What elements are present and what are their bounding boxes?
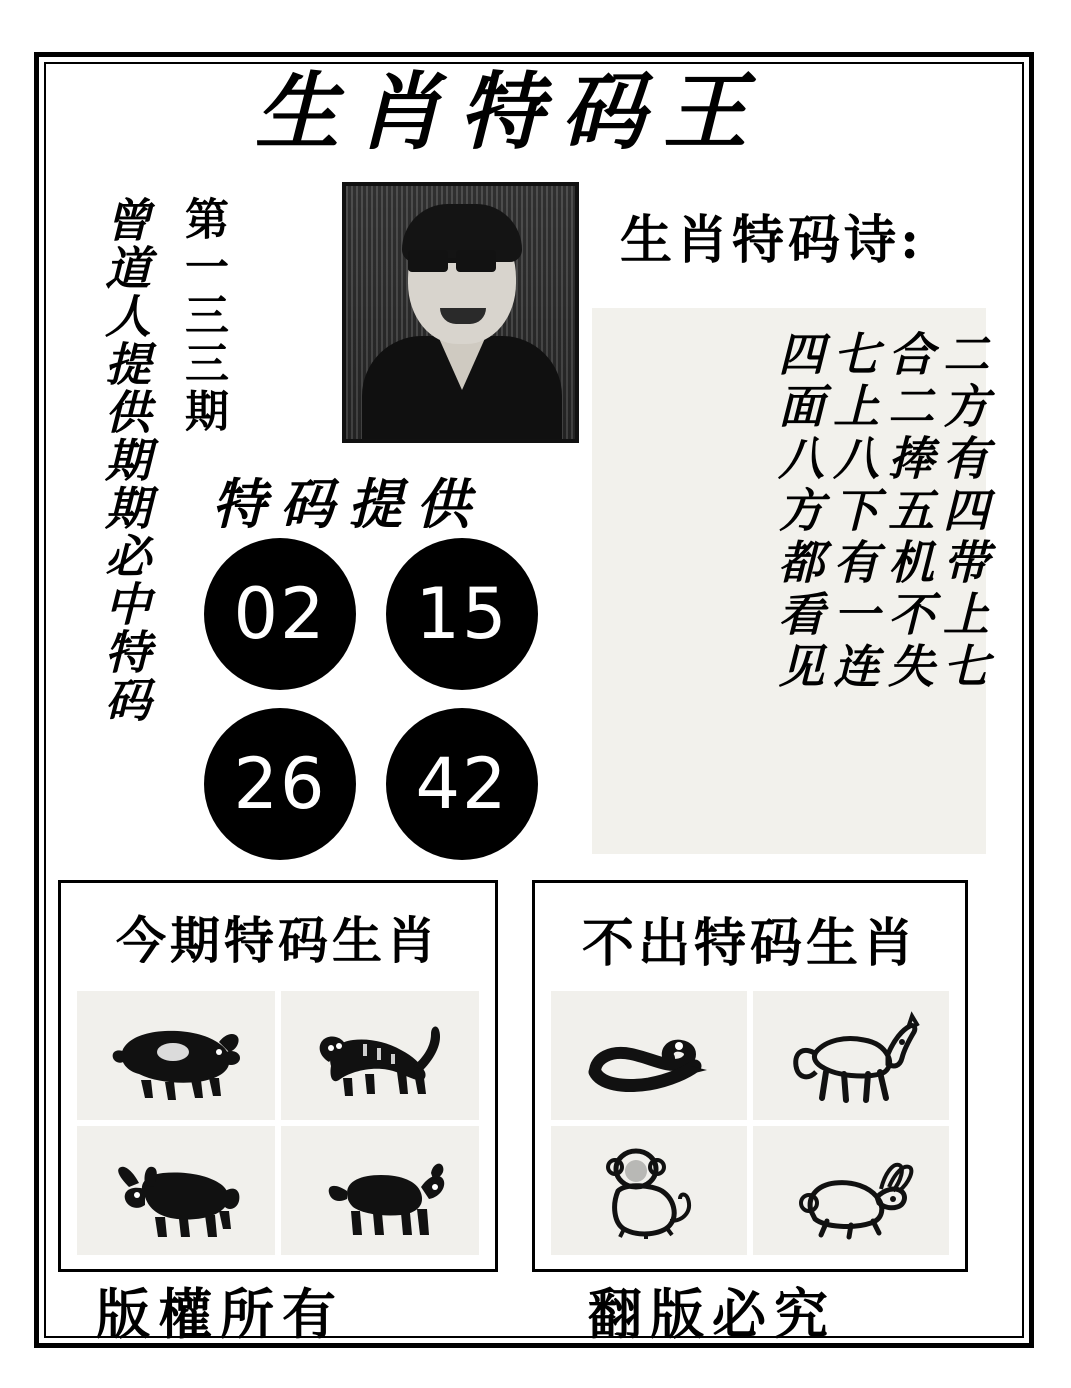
poem-line-2: 合二捧五机不失 <box>881 330 936 694</box>
number-ball: 15 <box>386 538 538 690</box>
portrait-glasses-left <box>408 250 448 272</box>
number-ball: 02 <box>204 538 356 690</box>
animal-grid <box>551 991 949 1255</box>
snake-icon <box>551 991 747 1120</box>
poem-line-4: 四面八方都看见 <box>771 330 826 694</box>
footer-copyright: 版權所有 <box>96 1282 344 1346</box>
horse-icon <box>753 991 949 1120</box>
page-title: 生肖特码王 <box>254 62 765 161</box>
man-portrait-photo <box>342 182 579 443</box>
number-ball: 42 <box>386 708 538 860</box>
monkey-icon <box>551 1126 747 1255</box>
ox-icon <box>77 1126 275 1255</box>
animal-grid <box>77 991 479 1255</box>
footer-warning: 翻版必究 <box>588 1282 836 1346</box>
number-ball: 26 <box>204 708 356 860</box>
panel-current-zodiac <box>58 880 498 1272</box>
rabbit-icon <box>753 1126 949 1255</box>
poem-heading: 生肖特码诗: <box>620 210 924 271</box>
panel-excluded-zodiac <box>532 880 968 1272</box>
special-code-heading: 特码提供 <box>212 472 484 536</box>
pig-icon <box>77 991 275 1120</box>
poem-line-3: 七上八下有一连 <box>826 330 881 694</box>
number-balls <box>196 538 546 868</box>
poem-line-1: 二方有四带上七 <box>936 330 990 694</box>
portrait-glasses-right <box>456 250 496 272</box>
portrait-glasses-bridge <box>448 258 458 263</box>
left-slogan: 曾道人提供期期必中特码 <box>98 196 152 724</box>
panel-title: 不出特码生肖 <box>581 913 918 974</box>
tiger-icon <box>281 991 479 1120</box>
issue-number: 第一三三期 <box>177 196 228 436</box>
dog-icon <box>281 1126 479 1255</box>
poem-block <box>596 330 990 840</box>
panel-title: 今期特码生肖 <box>116 911 440 970</box>
